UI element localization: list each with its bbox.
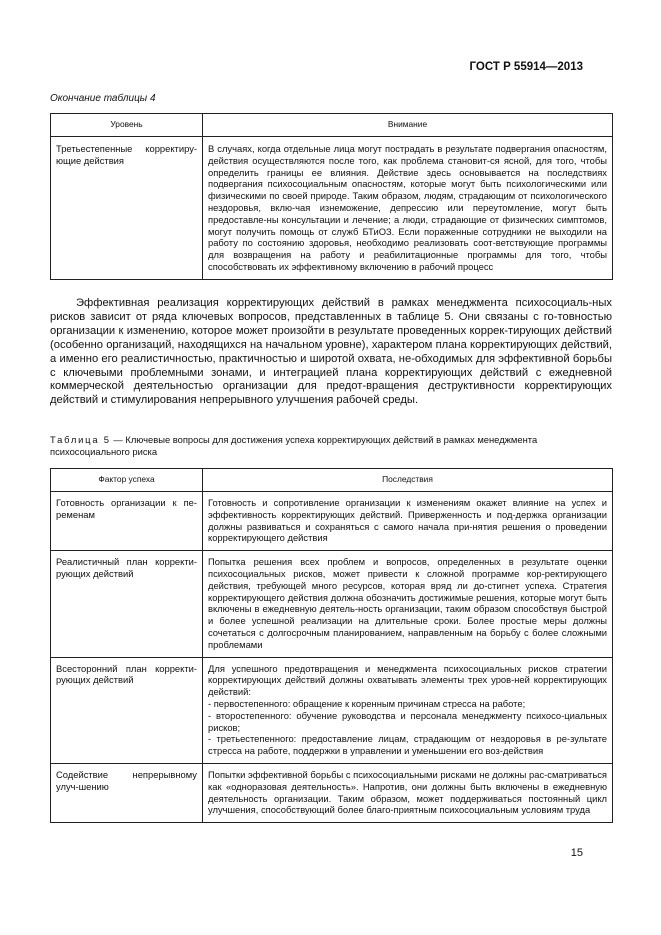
table4-header-attention: Внимание <box>203 114 613 137</box>
table5-consequence-cell: Попытки эффективной борьбы с психосоциальными рисками не должны рас-сматриваться как «одноразовая деятельность». Напротив, они должны быть включены в ежедневную деятельность организации. Таким образом, может поддерживаться постоянный цикл улучшения, способствующий более благо-приятным психосоциальным условиям труда <box>203 763 613 822</box>
table-row <box>51 551 613 657</box>
table5-consequence-cell: Готовность и сопротивление организации к изменениям окажет влияние на успех и эффективность корректирующих действий. Приверженность и под-держка организации должны развиваться и сохраняться с самого начала при-нятия решения о проведении корректирующего действия <box>203 492 613 551</box>
page-number: 15 <box>570 847 583 859</box>
table5-caption <box>50 434 612 458</box>
list-item: - первостепенного: обращение к коренным причинам стресса на работе; <box>208 697 526 709</box>
table4-header-row <box>51 114 613 137</box>
consequence-intro: Для успешного предотвращения и менеджмента психосоциальных рисков стратегии корректирующих действий должны охватывать элементы трех уров-ней корректирующих действий: <box>208 662 607 698</box>
body-paragraph <box>50 297 612 408</box>
table-row <box>51 137 613 280</box>
document-code: ГОСТ Р 55914—2013 <box>469 61 583 73</box>
table4-caption: Окончание таблицы 4 <box>50 93 156 104</box>
table5-consequence-cell <box>203 657 613 763</box>
table5-factor-cell: Всесторонний план корректи-рующих действий <box>51 657 203 763</box>
table5-consequence-cell: Попытка решения всех проблем и вопросов, определенных в результате оценки психосоциальных рисков, может привести к сложной программе кор-ректирующего действия, требующей много ресурсов, которая вряд ли до-стигнет успеха. Стратегия корректирующего действия должна обозначить достижимые решения, которые могут быть включены в ежедневную деятель-ность организации, таким образом способствуя быстрой и более успешной реализации на длительные сроки. Более простые меры должны сочетаться с долгосрочным планированием, направленным на борьбу с более сложными проблемами <box>203 551 613 657</box>
table-row <box>51 657 613 763</box>
table-5 <box>50 468 613 823</box>
table5-factor-cell: Реалистичный план корректи-рующих действий <box>51 551 203 657</box>
table5-factor-cell: Содействие непрерывному улуч-шению <box>51 763 203 822</box>
table5-factor-cell: Готовность организации к пе-ременам <box>51 492 203 551</box>
paragraph-text: Эффективная реализация корректирующих действий в рамках менеджмента психосоциаль-ных рисков зависит от ряда ключевых вопросов, представленных в таблице 5. Они связаны с го-товностью организации к изменению, которое может произойти в результате проведенных коррек-тирующих действий (особенно организаций, находящихся на начальном уровне), характером плана корректирующих действий, а именно его реалистичностью, практичностью и широтой охвата, не-обходимых для эффективной борьбы с ключевыми проблемными зонами, и интеграцией плана корректирующих действий с ежедневной коммерческой деятельностью организации для предот-вращения деструктивности корректирующих действий и стимулирования непрерывного улучшения рабочей среды. <box>50 297 612 407</box>
table5-caption-label: Таблица 5 <box>50 434 111 445</box>
table5-caption-text: — Ключевые вопросы для достижения успеха корректирующих действий в рамках менеджмента психосоциального риска <box>50 434 538 457</box>
list-item: - второстепенного: обучение руководства и персонала менеджменту психосо-циальных рисков; <box>208 709 607 733</box>
table5-header-row <box>51 469 613 492</box>
table4-header-level: Уровень <box>51 114 203 137</box>
table5-header-factor: Фактор успеха <box>51 469 203 492</box>
table-4 <box>50 113 613 280</box>
table-row <box>51 763 613 822</box>
list-item: - третьестепенного: предоставление лицам, страдающим от нездоровья в ре-зультате стресса на работе, поддержки в управлении и уменьшении его воз-действия <box>208 733 607 757</box>
table4-attention-cell: В случаях, когда отдельные лица могут пострадать в результате подвергания опасностям, действия осуществляются после того, как проблема становит-ся ясной, для того, чтобы определить границы ее влияния. Действие здесь основывается на последствиях подвергания психосоциальным опасностям, которые могут быть психологическими или физическими по своей природе. Таким образом, людям, страдающим от психологического нездоровья, вклю-чая изнеможение, депрессию или переутомление, могут быть предоставле-ны консультации и лечение; а люди, страдающие от физических симптомов, могут получить помощь от служб БТиОЗ. Если пораженные сотрудники не выходили на работу по состоянию здоровья, необходимо реализовать соот-ветствующие программы для возвращения на работу и реабилитационные программы для того, чтобы способствовать их эффективному включению в рабочий процесс <box>203 137 613 280</box>
table4-level-cell: Третьестепенные корректиру-ющие действия <box>51 137 203 280</box>
table-row <box>51 492 613 551</box>
table5-header-consequence: Последствия <box>203 469 613 492</box>
